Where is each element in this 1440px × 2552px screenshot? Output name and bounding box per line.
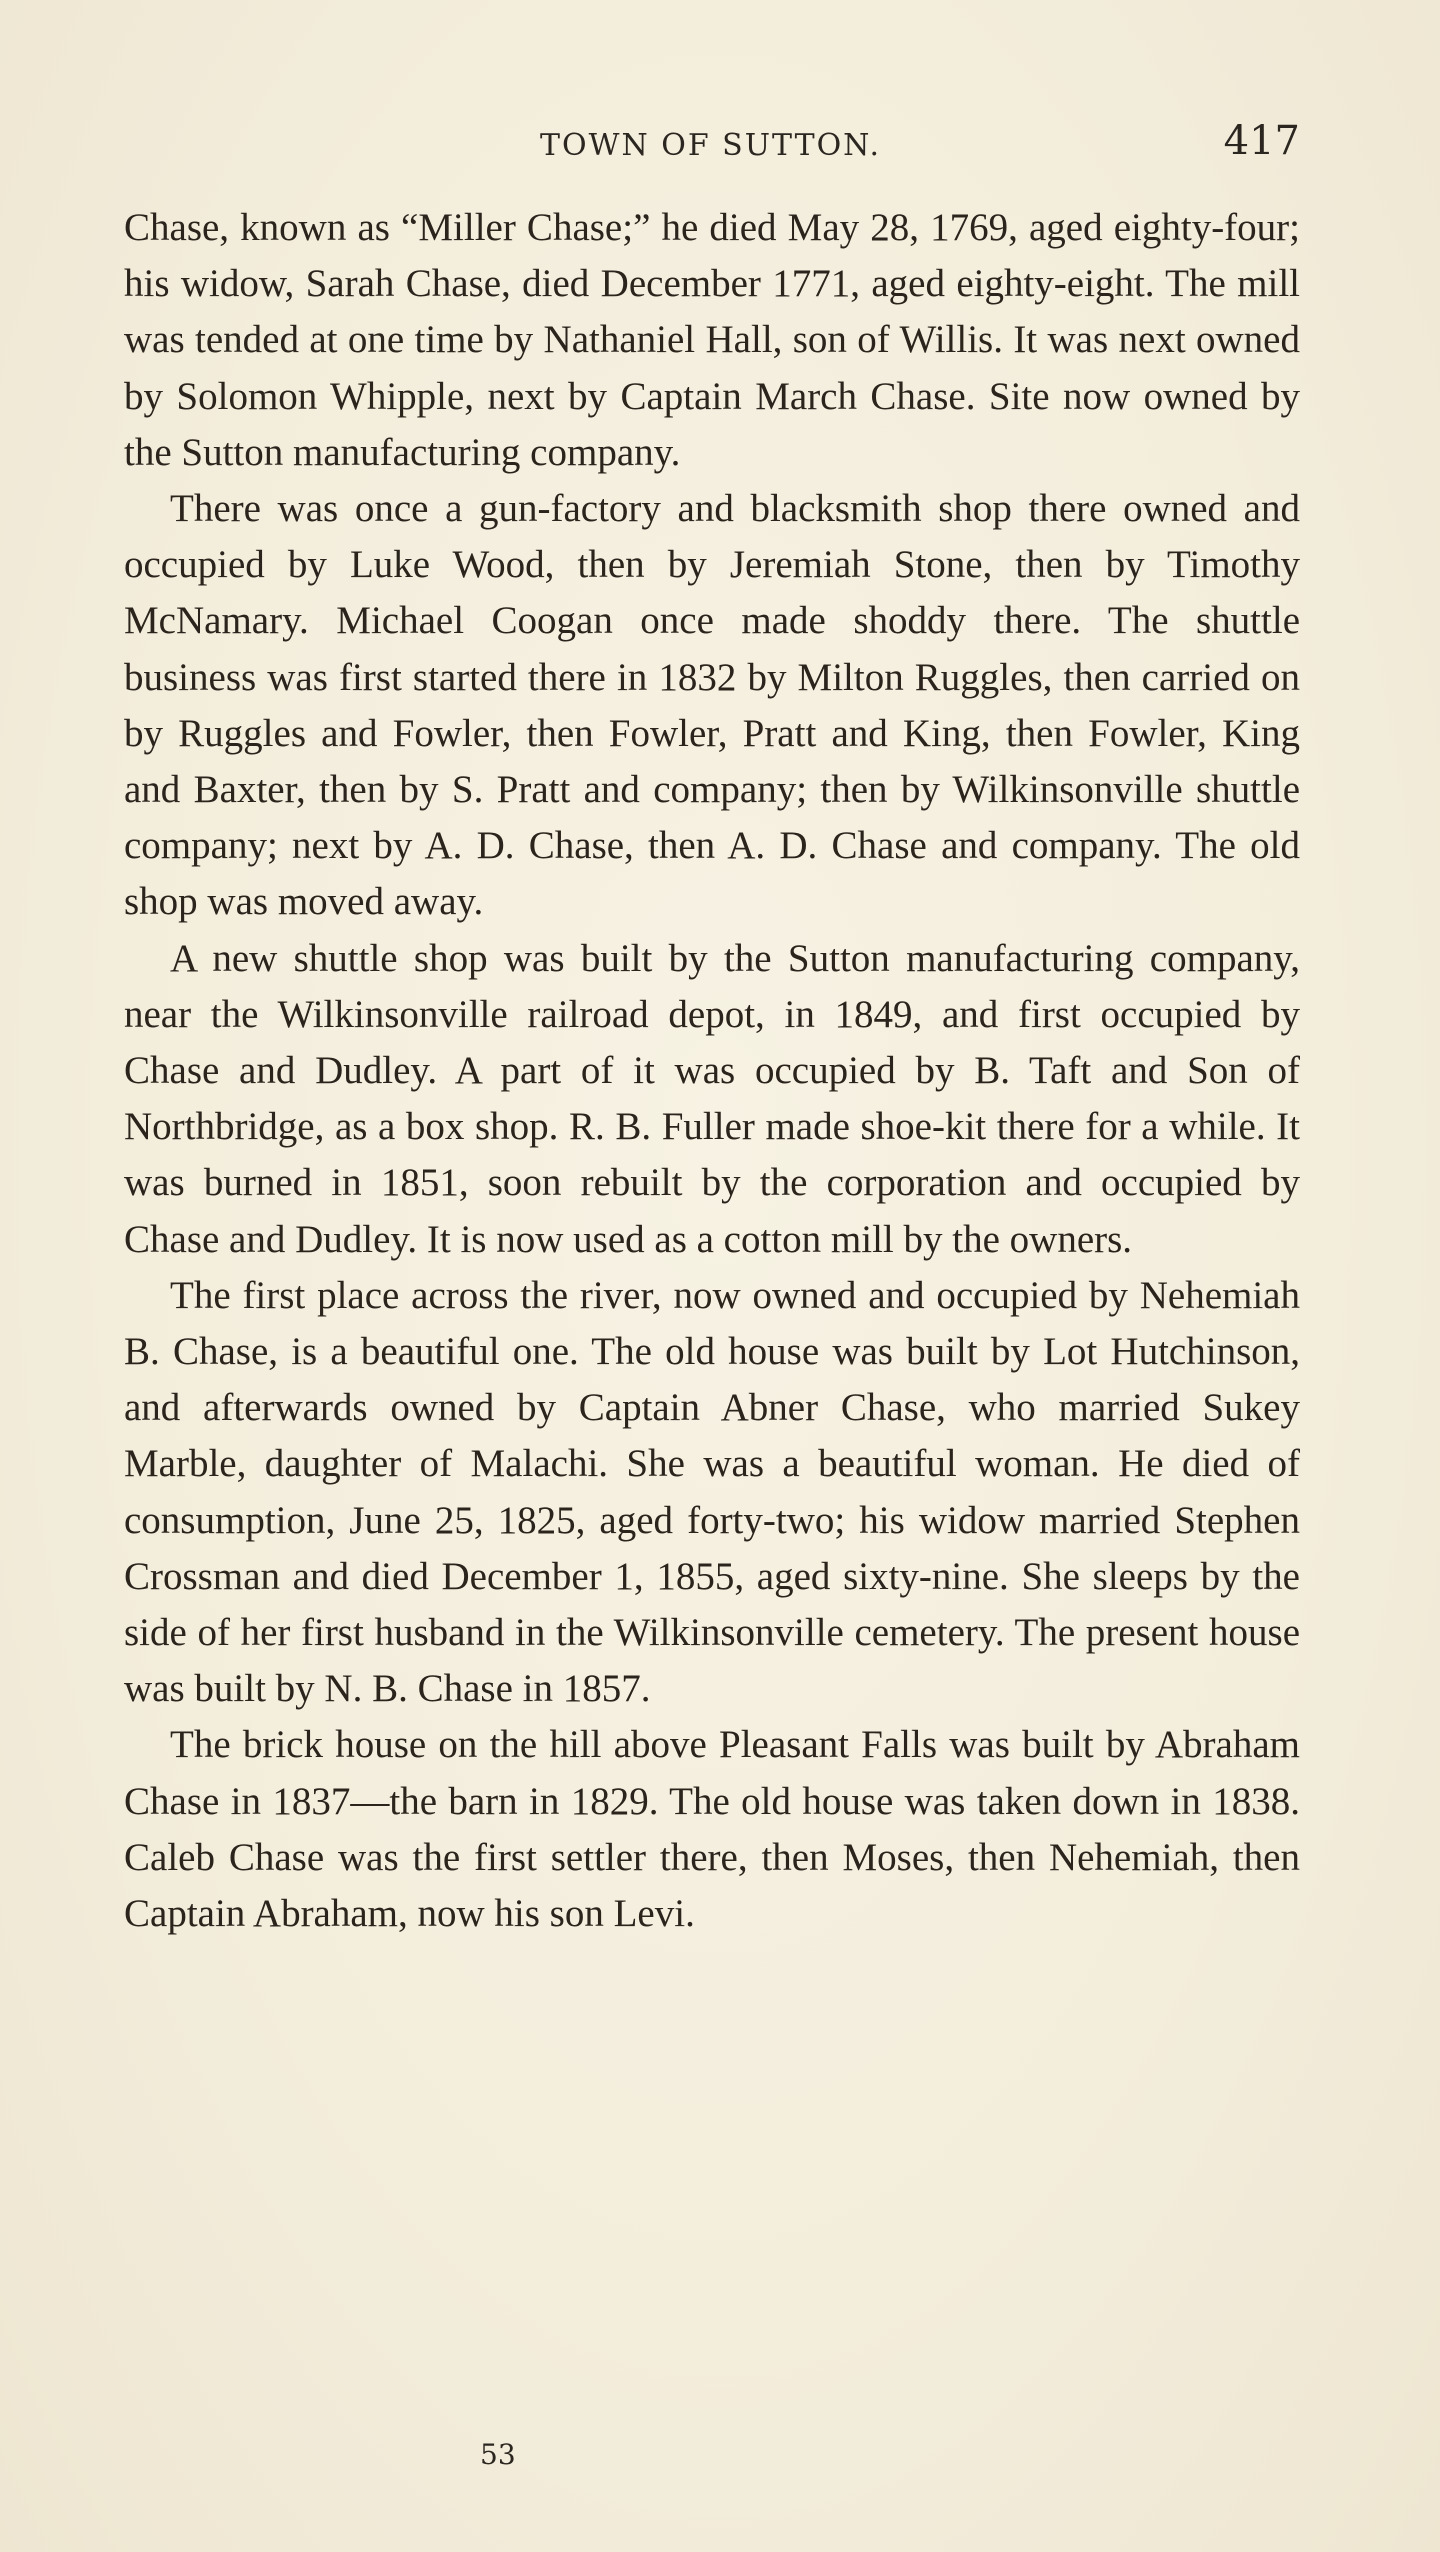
- signature-mark: 53: [480, 2438, 516, 2471]
- body-text: [124, 200, 1300, 1942]
- paragraph-1: Chase, known as “Miller Chase;” he died May 28, 1769, aged eighty-four; his widow, Sarah Chase, died December 1771, aged eighty-eight. The mill was tended at one time by Nathaniel Hall, son of Willis. It was next owned by Solomon Whipple, next by Captain March Chase. Site now owned by the Sutton manufacturing company.: [124, 206, 1300, 474]
- paragraph-3: A new shuttle shop was built by the Sutton manufacturing company, near the Wilkinsonville railroad depot, in 1849, and first occupied by Chase and Dudley. A part of it was occupied by B. Taft and Son of Northbridge, as a box shop. R. B. Fuller made shoe-kit there for a while. It was burned in 1851, soon rebuilt by the corporation and occupied by Chase and Dudley. It is now used as a cotton mill by the owners.: [124, 936, 1300, 1261]
- paragraph-5: The brick house on the hill above Pleasant Falls was built by Abraham Chase in 1837—the barn in 1829. The old house was taken down in 1838. Caleb Chase was the first settler there, then Moses, then Nehemiah, then Captain Abraham, now his son Levi.: [124, 1723, 1300, 1936]
- running-title: TOWN OF SUTTON.: [540, 128, 882, 163]
- running-head: [120, 118, 1300, 178]
- paragraph-4: The first place across the river, now owned and occupied by Nehemiah B. Chase, is a beautiful one. The old house was built by Lot Hutchinson, and afterwards owned by Captain Abner Chase, who married Sukey Marble, daughter of Malachi. She was a beautiful woman. He died of consumption, June 25, 1825, aged forty-two; his widow married Stephen Crossman and died December 1, 1855, aged sixty-nine. She sleeps by the side of her first husband in the Wilkinsonville cemetery. The present house was built by N. B. Chase in 1857.: [124, 1273, 1300, 1711]
- page-number: 417: [1223, 118, 1300, 164]
- paragraph-2: There was once a gun-factory and blacksmith shop there owned and occupied by Luke Wood, then by Jeremiah Stone, then by Timothy McNamary. Michael Coogan once made shoddy there. The shuttle business was first started there in 1832 by Milton Ruggles, then carried on by Ruggles and Fowler, then Fowler, Pratt and King, then Fowler, King and Baxter, then by S. Pratt and company; then by Wilkinsonville shuttle company; next by A. D. Chase, then A. D. Chase and company. The old shop was moved away.: [124, 487, 1300, 924]
